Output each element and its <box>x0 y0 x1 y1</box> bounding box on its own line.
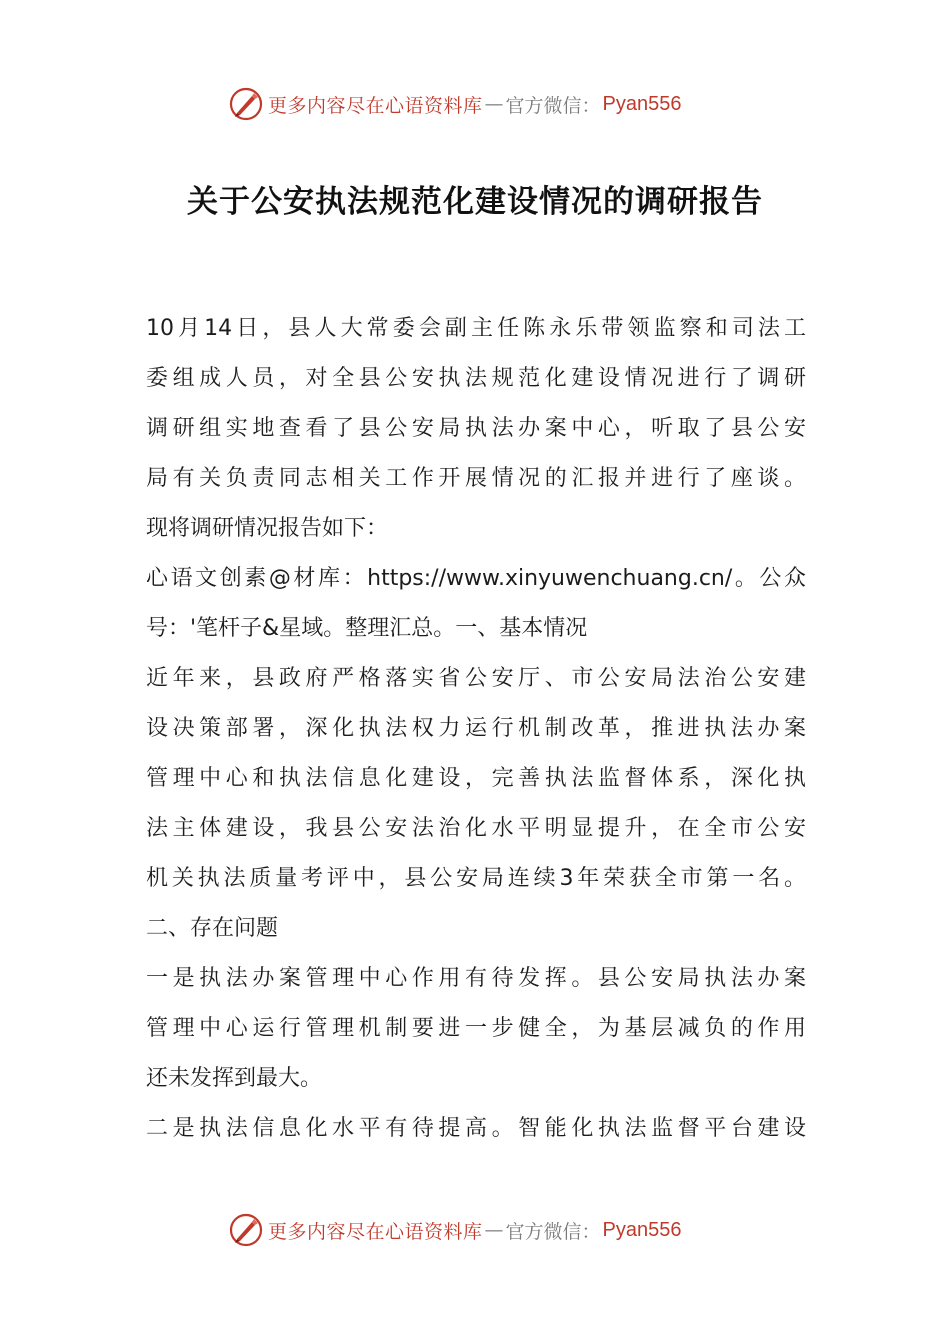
watermark-wechat-id: Pyan556 <box>602 1218 682 1241</box>
document-body <box>146 304 806 1154</box>
body-line: 心语文创素@材库：https://www.xinyuwenchuang.cn/。公众 <box>146 566 806 591</box>
watermark-wechat-id: Pyan556 <box>602 92 682 115</box>
document-title: 关于公安执法规范化建设情况的调研报告 <box>187 184 763 220</box>
body-line: 调研组实地查看了县公安局执法办案中心，听取了县公安 <box>146 416 806 441</box>
body-line: 二是执法信息化水平有待提高。智能化执法监督平台建设 <box>146 1116 806 1141</box>
body-line: 机关执法质量考评中，县公安局连续3年荣获全市第一名。 <box>146 866 806 891</box>
pen-circle-icon <box>228 86 264 122</box>
body-line: 管理中心和执法信息化建设，完善执法监督体系，深化执 <box>146 766 806 791</box>
section-heading: 二、存在问题 <box>146 916 279 941</box>
pen-circle-icon <box>228 1212 264 1248</box>
body-line: 设决策部署，深化执法权力运行机制改革，推进执法办案 <box>146 716 806 741</box>
watermark-banner-bottom <box>228 1210 682 1250</box>
body-line: 现将调研情况报告如下： <box>146 516 389 541</box>
body-line: 法主体建设，我县公安法治化水平明显提升，在全市公安 <box>146 816 806 841</box>
watermark-dash: — <box>484 93 504 115</box>
body-line: 还未发挥到最大。 <box>146 1066 323 1091</box>
body-line: 10月14日，县人大常委会副主任陈永乐带领监察和司法工 <box>146 316 806 341</box>
watermark-banner-top <box>228 84 682 124</box>
body-line: 局有关负责同志相关工作开展情况的汇报并进行了座谈。 <box>146 466 806 491</box>
body-line: 近年来，县政府严格落实省公安厅、市公安局法治公安建 <box>146 666 806 691</box>
body-line: 管理中心运行管理机制要进一步健全，为基层减负的作用 <box>146 1016 806 1041</box>
watermark-text: 更多内容尽在心语资料库 <box>268 1220 483 1243</box>
body-line: 号：'笔杆子&星域。整理汇总。一、基本情况 <box>146 616 588 641</box>
watermark-label: 官方微信： <box>505 1220 601 1243</box>
body-line: 一是执法办案管理中心作用有待发挥。县公安局执法办案 <box>146 966 806 991</box>
watermark-dash: — <box>484 1219 504 1241</box>
watermark-text: 更多内容尽在心语资料库 <box>268 94 483 117</box>
body-line: 委组成人员，对全县公安执法规范化建设情况进行了调研 <box>146 366 806 391</box>
watermark-label: 官方微信： <box>505 94 601 117</box>
